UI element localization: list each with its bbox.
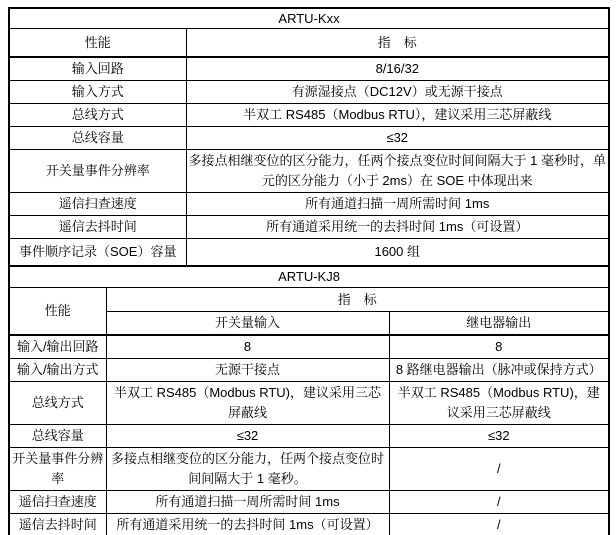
spec-output-value: / xyxy=(389,448,609,491)
spec-row-label: 输入方式 xyxy=(9,81,186,104)
column-header-index: 指 标 xyxy=(186,29,609,58)
spec-row-label: 遥信去抖时间 xyxy=(9,514,106,535)
spec-output-value: 8 xyxy=(389,335,609,359)
spec-input-value: ≤32 xyxy=(106,425,389,448)
table-row xyxy=(9,193,609,216)
spec-row-value: 半双工 RS485（Modbus RTU），建议采用三芯屏蔽线 xyxy=(186,104,609,127)
spec-row-value: 多接点相继变位的区分能力，任两个接点变位时间间隔大于 1 毫秒时，单元的区分能力（小于 2ms）在 SOE 中体现出来 xyxy=(186,150,609,193)
column-header-relay-output: 继电器输出 xyxy=(389,312,609,336)
table-title: ARTU-Kxx xyxy=(9,8,609,29)
table-row xyxy=(9,150,609,193)
table-header-row xyxy=(9,29,609,58)
table-row xyxy=(9,267,609,288)
spec-row-label: 事件顺序记录（SOE）容量 xyxy=(9,239,186,267)
table-title: ARTU-KJ8 xyxy=(9,267,609,288)
table-row xyxy=(9,491,609,514)
spec-row-value: ≤32 xyxy=(186,127,609,150)
spec-row-value: 8/16/32 xyxy=(186,57,609,81)
table-row xyxy=(9,104,609,127)
table-row xyxy=(9,239,609,267)
column-header-index: 指 标 xyxy=(106,288,609,312)
spec-row-value: 所有通道扫描一周所需时间 1ms xyxy=(186,193,609,216)
spec-row-label: 总线容量 xyxy=(9,425,106,448)
column-header-performance: 性能 xyxy=(9,29,186,58)
column-header-switch-input: 开关量输入 xyxy=(106,312,389,336)
spec-row-label: 遥信去抖时间 xyxy=(9,216,186,239)
spec-row-label: 遥信扫查速度 xyxy=(9,491,106,514)
spec-row-label: 输入/输出回路 xyxy=(9,335,106,359)
spec-row-label: 开关量事件分辨率 xyxy=(9,448,106,491)
artu-kj8-spec-table xyxy=(8,267,610,535)
spec-row-label: 遥信扫查速度 xyxy=(9,193,186,216)
spec-input-value: 8 xyxy=(106,335,389,359)
spec-output-value: 半双工 RS485（Modbus RTU)，建议采用三芯屏蔽线 xyxy=(389,382,609,425)
table-row xyxy=(9,425,609,448)
spec-input-value: 无源干接点 xyxy=(106,359,389,382)
spec-row-label: 总线方式 xyxy=(9,104,186,127)
table-header-row xyxy=(9,288,609,312)
spec-output-value: ≤32 xyxy=(389,425,609,448)
table-row xyxy=(9,81,609,104)
column-header-performance: 性能 xyxy=(9,288,106,336)
spec-row-label: 开关量事件分辨率 xyxy=(9,150,186,193)
spec-row-value: 所有通道采用统一的去抖时间 1ms（可设置） xyxy=(186,216,609,239)
table-row xyxy=(9,57,609,81)
table-row xyxy=(9,359,609,382)
spec-output-value: / xyxy=(389,514,609,535)
spec-input-value: 所有通道扫描一周所需时间 1ms xyxy=(106,491,389,514)
spec-input-value: 所有通道采用统一的去抖时间 1ms（可设置） xyxy=(106,514,389,535)
spec-row-label: 总线容量 xyxy=(9,127,186,150)
artu-kxx-spec-table xyxy=(8,7,610,267)
spec-input-value: 多接点相继变位的区分能力，任两个接点变位时间间隔大于 1 毫秒。 xyxy=(106,448,389,491)
spec-output-value: 8 路继电器输出（脉冲或保持方式） xyxy=(389,359,609,382)
spec-row-value: 有源湿接点（DC12V）或无源干接点 xyxy=(186,81,609,104)
table-row xyxy=(9,514,609,535)
spec-row-label: 输入回路 xyxy=(9,57,186,81)
table-row xyxy=(9,382,609,425)
spec-row-label: 输入/输出方式 xyxy=(9,359,106,382)
table-row xyxy=(9,216,609,239)
table-row xyxy=(9,127,609,150)
table-row xyxy=(9,335,609,359)
spec-row-value: 1600 组 xyxy=(186,239,609,267)
table-row xyxy=(9,8,609,29)
spec-row-label: 总线方式 xyxy=(9,382,106,425)
spec-output-value: / xyxy=(389,491,609,514)
spec-input-value: 半双工 RS485（Modbus RTU)，建议采用三芯屏蔽线 xyxy=(106,382,389,425)
table-row xyxy=(9,448,609,491)
